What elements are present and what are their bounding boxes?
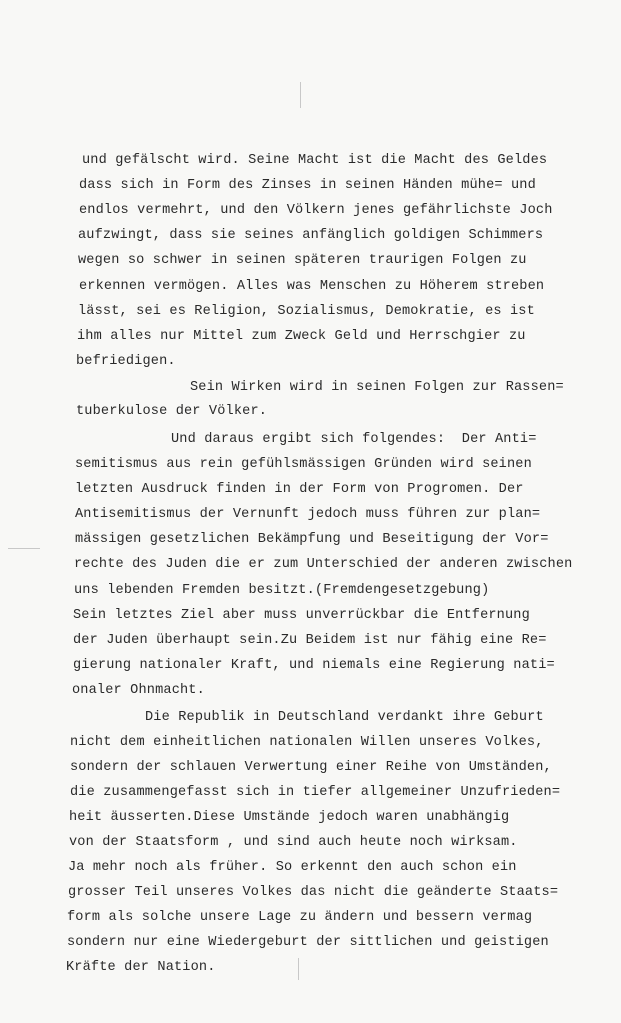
text-line: heit äusserten.Diese Umstände jedoch waren unabhängig (69, 810, 510, 825)
text-line: dass sich in Form des Zinses in seinen Händen mühe= und (79, 178, 536, 193)
text-line: grosser Teil unseres Volkes das nicht die geänderte Staats= (68, 885, 559, 900)
text-line: aufzwingt, dass sie seines anfänglich goldigen Schimmers (78, 228, 544, 243)
text-line: Antisemitismus der Vernunft jedoch muss führen zur plan= (75, 507, 541, 522)
text-line: Die Republik in Deutschland verdankt ihre Geburt (145, 710, 544, 725)
text-line: sondern nur eine Wiedergeburt der sittlichen und geistigen (67, 935, 549, 950)
text-line: befriedigen. (76, 354, 176, 369)
text-line: sondern der schlauen Verwertung einer Reihe von Umständen, (70, 760, 552, 775)
text-line: onaler Ohnmacht. (72, 683, 205, 698)
text-line: die zusammengefasst sich in tiefer allgemeiner Unzufrieden= (70, 785, 561, 800)
text-line: von der Staatsform , und sind auch heute noch wirksam. (69, 835, 518, 850)
text-line: mässigen gesetzlichen Bekämpfung und Beseitigung der Vor= (75, 532, 549, 547)
text-line: rechte des Juden die er zum Unterschied der anderen zwischen (74, 557, 573, 572)
text-line: endlos vermehrt, und den Völkern jenes gefährlichste Joch (79, 203, 553, 218)
text-line: und gefälscht wird. Seine Macht ist die Macht des Geldes (82, 153, 548, 168)
text-line: Sein Wirken wird in seinen Folgen zur Rassen= (190, 380, 564, 395)
text-line: lässt, sei es Religion, Sozialismus, Demokratie, es ist (78, 304, 535, 319)
text-line: erkennen vermögen. Alles was Menschen zu Höherem streben (79, 279, 545, 294)
text-line: wegen so schwer in seinen späteren traurigen Folgen zu (78, 253, 527, 268)
text-line: tuberkulose der Völker. (76, 404, 268, 419)
text-line: semitismus aus rein gefühlsmässigen Gründen wird seinen (75, 457, 532, 472)
text-line: form als solche unsere Lage zu ändern und bessern vermag (67, 910, 533, 925)
text-line: ihm alles nur Mittel zum Zweck Geld und Herrschgier zu (77, 329, 526, 344)
text-line: Und daraus ergibt sich folgendes: Der Anti= (171, 432, 537, 447)
text-line: Kräfte der Nation. (66, 960, 216, 975)
text-line: Ja mehr noch als früher. So erkennt den auch schon ein (68, 860, 517, 875)
text-line: uns lebenden Fremden besitzt.(Fremdengesetzgebung) (74, 583, 490, 598)
text-line: Sein letztes Ziel aber muss unverrückbar die Entfernung (73, 608, 530, 623)
text-line: der Juden überhaupt sein.Zu Beidem ist nur fähig eine Re= (73, 633, 547, 648)
text-line: nicht dem einheitlichen nationalen Willen unseres Volkes, (70, 735, 544, 750)
text-line: gierung nationaler Kraft, und niemals eine Regierung nati= (73, 658, 555, 673)
text-line: letzten Ausdruck finden in der Form von Progromen. Der (75, 482, 524, 497)
